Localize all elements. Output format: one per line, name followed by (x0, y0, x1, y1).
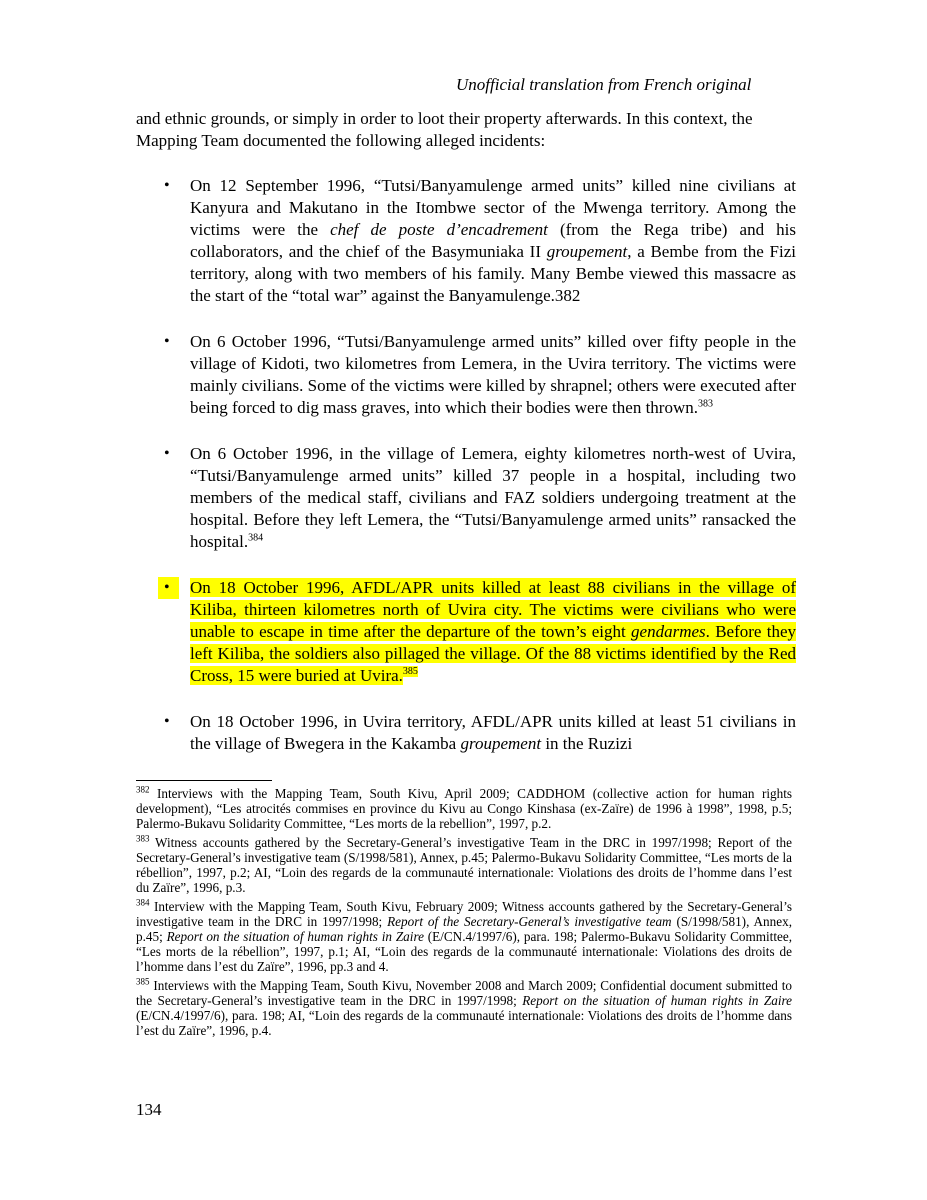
bullet-icon: • (164, 713, 170, 730)
bullet-icon: • (164, 445, 170, 462)
footnote-text: (S/1998/581), Annex, p.45; (136, 914, 792, 944)
incident-list (136, 175, 796, 779)
item-text: (from the Rega tribe) and his collaborators, and the chief of the Basymuniaka II (190, 220, 796, 261)
item-text: On 18 October 1996, AFDL/APR units killed at least 88 civilians in the village of Kiliba, thirteen kilometres north of Uvira city. The victims were civilians who were unable to escape in time after the departure of the town’s eight (190, 578, 796, 641)
footnote (136, 835, 792, 895)
footnote-text: Interviews with the Mapping Team, South Kivu, November 2008 and March 2009; Confidential document submitted to the Secretary-General’s investigative team in the DRC in 1997/1998; (136, 978, 792, 1008)
footnote-italic: Report of the Secretary-General’s investigative team (387, 914, 672, 929)
footnote (136, 899, 792, 974)
item-text: . Before they left Kiliba, the soldiers also pillaged the village. Of the 88 victims identified by the Red Cross, 15 were buried at Uvira. (190, 622, 796, 685)
footnote-separator (136, 780, 272, 781)
item-text: On 6 October 1996, “Tutsi/Banyamulenge armed units” killed over fifty people in the village of Kidoti, two kilometres from Lemera, in the Uvira territory. The victims were mainly civilians. Some of the victims were killed by shrapnel; others were executed after being forced to dig mass graves, into which their bodies were then thrown. (190, 332, 796, 417)
footnote (136, 786, 792, 831)
footnote-number: 382 (136, 784, 150, 795)
bullet-icon: • (164, 333, 170, 350)
footnote-text: Interview with the Mapping Team, South Kivu, February 2009; Witness accounts gathered by the Secretary-General’s investigative team in the DRC in 1997/1998; (136, 899, 792, 929)
footnote-number: 385 (136, 976, 150, 987)
item-text: in the Ruzizi (541, 734, 633, 753)
footnote-text: (E/CN.4/1997/6), para. 198; Palermo-Bukavu Solidarity Committee, “Les morts de la rébellion”, 1997, p.1; AI, “Loin des regards de la communauté internationale: Violations des droits de l’homme dans l’est du Zaïre”, 1996, pp.3 and 4. (136, 929, 792, 974)
footnote-number: 383 (136, 833, 150, 844)
list-item (136, 443, 796, 553)
list-item (136, 711, 796, 755)
intro-paragraph: and ethnic grounds, or simply in order to loot their property afterwards. In this context, the Mapping Team documented the following alleged incidents: (136, 109, 753, 150)
list-item (136, 175, 796, 307)
item-italic: chef de poste d’encadrement (330, 220, 548, 239)
list-item-highlighted (136, 577, 796, 687)
footnotes (136, 786, 792, 1042)
footnote-number: 384 (136, 897, 150, 908)
item-text: On 18 October 1996, in Uvira territory, AFDL/APR units killed at least 51 civilians in the village of Bwegera in the Kakamba (190, 712, 796, 753)
list-item (136, 331, 796, 419)
footnote-ref[interactable]: 385 (402, 666, 418, 678)
footnote-italic: Report on the situation of human rights in Zaire (522, 993, 792, 1008)
footnote-text: Witness accounts gathered by the Secretary-General’s investigative Team in the DRC in 1997/1998; Report of the Secretary-General’s investigative team (S/1998/581), Annex, p.45; Palermo-Bukavu Solidarity Committee, “Les morts de la rébellion”, 1997, p.2; AI, “Loin des regards de la communauté internationale: Violations des droits de l’homme dans l’est du Zaïre”, 1996, p.3. (136, 835, 792, 895)
footnote-text: (E/CN.4/1997/6), para. 198; AI, “Loin des regards de la communauté internationale: Violations des droits de l’homme dans l’est du Zaïre”, 1996, p.4. (136, 1008, 792, 1038)
footnote-text: Interviews with the Mapping Team, South Kivu, April 2009; CADDHOM (collective action for human rights development), “Les atrocités commises en province du Kivu au Congo Kinshasa (ex-Zaïre) de 1996 à 1998”, 1998, p.5; Palermo-Bukavu Solidarity Committee, “Les morts de la rebellion”, 1997, p.2. (136, 786, 792, 831)
item-italic: groupement (546, 242, 628, 261)
item-text: , a Bembe from the Fizi territory, along with two members of his family. Many Bembe viewed this massacre as the start of the “total war” against the Banyamulenge.382 (190, 242, 796, 305)
footnote-ref[interactable]: 384 (248, 532, 264, 544)
bullet-icon: • (158, 577, 179, 599)
page-number: 134 (136, 1100, 162, 1119)
page-header: Unofficial translation from French original (456, 75, 752, 94)
item-text: On 12 September 1996, “Tutsi/Banyamulenge armed units” killed nine civilians at Kanyura and Makutano in the Itombwe sector of the Mwenga territory. Among the victims were the (190, 176, 796, 239)
item-text: On 6 October 1996, in the village of Lemera, eighty kilometres north-west of Uvira, “Tutsi/Banyamulenge armed units” killed 37 people in a hospital, including two members of the medical staff, civilians and FAZ soldiers undergoing treatment at the hospital. Before they left Lemera, the “Tutsi/Banyamulenge armed units” ransacked the hospital. (190, 444, 796, 551)
footnote-ref[interactable]: 383 (697, 398, 713, 410)
item-italic: groupement (460, 734, 542, 753)
footnote (136, 978, 792, 1038)
footnote-italic: Report on the situation of human rights in Zaire (166, 929, 424, 944)
bullet-icon: • (164, 177, 170, 194)
item-italic: gendarmes (631, 622, 706, 641)
